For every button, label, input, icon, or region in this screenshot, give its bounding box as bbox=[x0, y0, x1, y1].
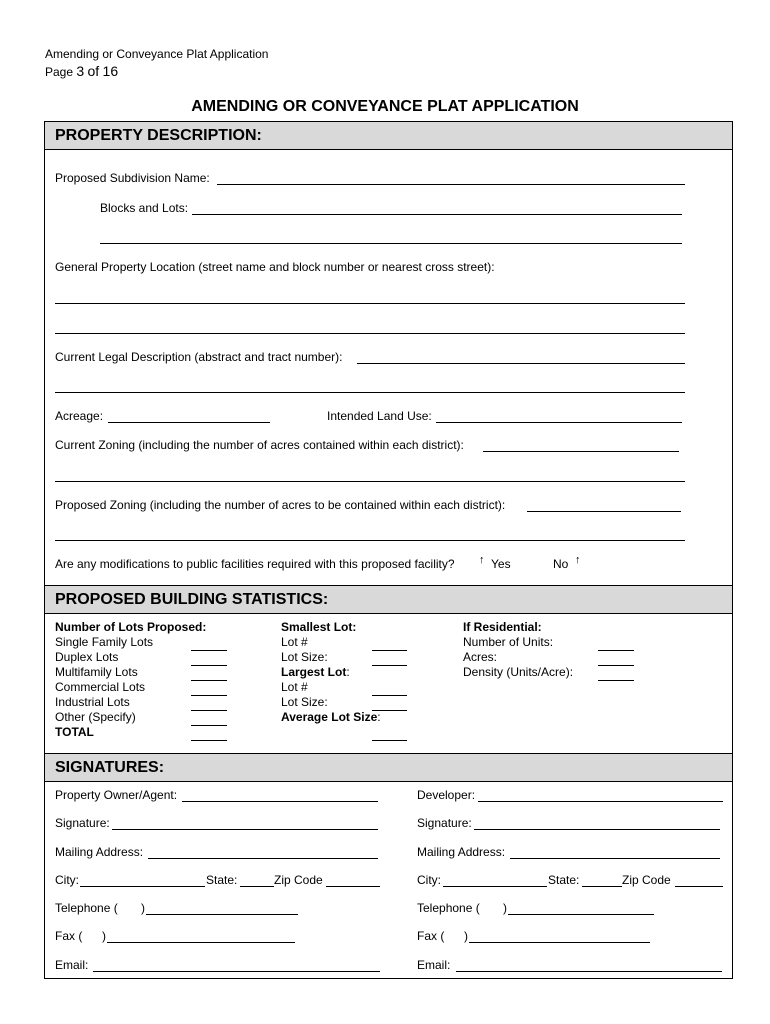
developer-city-field[interactable] bbox=[443, 886, 547, 887]
subdivision-name-field[interactable] bbox=[217, 184, 685, 185]
blocks-lots-label: Blocks and Lots: bbox=[100, 201, 189, 215]
owner-email-label: Email: bbox=[55, 958, 89, 972]
lots-total-label: TOTAL bbox=[55, 725, 94, 739]
number-of-units-field[interactable] bbox=[598, 650, 634, 651]
proposed-zoning-label: Proposed Zoning (including the number of acres to be contained within each district): bbox=[55, 498, 506, 512]
legal-description-field-2[interactable] bbox=[55, 392, 685, 393]
owner-mailing-field[interactable] bbox=[148, 858, 378, 859]
developer-fax-label: Fax ( bbox=[417, 929, 445, 943]
yes-label: Yes bbox=[491, 557, 511, 571]
property-location-label: General Property Location (street name and block number or nearest cross street): bbox=[55, 260, 495, 274]
owner-city-field[interactable] bbox=[80, 886, 205, 887]
commercial-lots-field[interactable] bbox=[191, 695, 227, 696]
largest-lot-number-label: Lot # bbox=[281, 680, 308, 694]
average-lot-heading: Average Lot Size: bbox=[281, 710, 381, 724]
signatures-heading-text: SIGNATURES: bbox=[55, 759, 165, 776]
owner-agent-label: Property Owner/Agent: bbox=[55, 788, 178, 802]
smallest-lot-number-label: Lot # bbox=[281, 635, 308, 649]
owner-fax-paren: ) bbox=[102, 929, 106, 943]
average-lot-heading-text: Average Lot Size bbox=[281, 710, 378, 724]
industrial-lots-field[interactable] bbox=[191, 710, 227, 711]
total-lots-field[interactable] bbox=[191, 740, 227, 741]
owner-telephone-paren: ) bbox=[141, 901, 145, 915]
lots-proposed-heading: Number of Lots Proposed: bbox=[55, 620, 207, 634]
lots-item-single-family: Single Family Lots bbox=[55, 635, 154, 649]
lots-item-commercial: Commercial Lots bbox=[55, 680, 146, 694]
owner-state-field[interactable] bbox=[240, 886, 274, 887]
owner-city-label: City: bbox=[55, 873, 79, 887]
developer-zip-label: Zip Code bbox=[622, 873, 671, 887]
developer-mailing-field[interactable] bbox=[510, 858, 720, 859]
developer-telephone-field[interactable] bbox=[508, 914, 654, 915]
page-number bbox=[45, 63, 118, 79]
owner-zip-label: Zip Code bbox=[274, 873, 323, 887]
multifamily-lots-field[interactable] bbox=[191, 680, 227, 681]
current-zoning-label: Current Zoning (including the number of acres contained within each district): bbox=[55, 438, 464, 452]
owner-zip-field[interactable] bbox=[326, 886, 380, 887]
lots-item-industrial: Industrial Lots bbox=[55, 695, 130, 709]
modifications-question: Are any modifications to public facilities required with this proposed facility? bbox=[55, 557, 455, 571]
smallest-lot-size-label: Lot Size: bbox=[281, 650, 328, 664]
owner-mailing-label: Mailing Address: bbox=[55, 845, 144, 859]
developer-email-label: Email: bbox=[417, 958, 451, 972]
lots-item-multifamily: Multifamily Lots bbox=[55, 665, 138, 679]
density-field[interactable] bbox=[598, 680, 634, 681]
other-lots-field[interactable] bbox=[191, 725, 227, 726]
lots-item-other: Other (Specify) bbox=[55, 710, 136, 724]
lots-item-duplex: Duplex Lots bbox=[55, 650, 119, 664]
residential-heading: If Residential: bbox=[463, 620, 542, 634]
owner-signature-field[interactable] bbox=[112, 829, 378, 830]
average-lot-size-field[interactable] bbox=[372, 740, 407, 741]
number-of-units-label: Number of Units: bbox=[463, 635, 554, 649]
no-label: No bbox=[553, 557, 569, 571]
page-current: 3 bbox=[76, 63, 85, 79]
developer-state-label: State: bbox=[548, 873, 580, 887]
blocks-lots-field[interactable] bbox=[192, 214, 682, 215]
land-use-label: Intended Land Use: bbox=[327, 409, 432, 423]
current-zoning-field[interactable] bbox=[483, 451, 679, 452]
developer-zip-field[interactable] bbox=[675, 886, 723, 887]
single-family-lots-field[interactable] bbox=[191, 650, 227, 651]
developer-field[interactable] bbox=[478, 801, 723, 802]
property-heading-text: PROPERTY DESCRIPTION: bbox=[55, 127, 262, 144]
smallest-lot-heading: Smallest Lot: bbox=[281, 620, 357, 634]
developer-email-field[interactable] bbox=[456, 971, 722, 972]
signatures-section-heading bbox=[45, 753, 732, 782]
density-label: Density (Units/Acre): bbox=[463, 665, 574, 679]
legal-description-field[interactable] bbox=[357, 363, 685, 364]
owner-email-field[interactable] bbox=[93, 971, 380, 972]
acres-label: Acres: bbox=[463, 650, 498, 664]
owner-state-label: State: bbox=[206, 873, 238, 887]
proposed-zoning-field[interactable] bbox=[527, 511, 681, 512]
duplex-lots-field[interactable] bbox=[191, 665, 227, 666]
page-prefix: Page bbox=[45, 65, 74, 79]
page-total: 16 bbox=[102, 63, 119, 79]
page-of: of bbox=[87, 63, 100, 79]
acreage-field[interactable] bbox=[108, 422, 270, 423]
stats-section-heading bbox=[45, 585, 732, 614]
developer-city-label: City: bbox=[417, 873, 441, 887]
owner-fax-label: Fax ( bbox=[55, 929, 83, 943]
largest-lot-size-field[interactable] bbox=[372, 710, 407, 711]
document-header-title: Amending or Conveyance Plat Application bbox=[45, 47, 269, 61]
developer-telephone-paren: ) bbox=[503, 901, 507, 915]
owner-telephone-field[interactable] bbox=[146, 914, 298, 915]
developer-fax-paren: ) bbox=[464, 929, 468, 943]
owner-fax-field[interactable] bbox=[107, 942, 295, 943]
smallest-lot-size-field[interactable] bbox=[372, 665, 407, 666]
subdivision-name-label: Proposed Subdivision Name: bbox=[55, 171, 210, 185]
acres-field[interactable] bbox=[598, 665, 634, 666]
developer-signature-label: Signature: bbox=[417, 816, 472, 830]
stats-heading-text: PROPOSED BUILDING STATISTICS: bbox=[55, 591, 329, 608]
form-box bbox=[44, 121, 733, 979]
current-zoning-field-2[interactable] bbox=[55, 481, 685, 482]
legal-description-label: Current Legal Description (abstract and tract number): bbox=[55, 350, 343, 364]
owner-telephone-label: Telephone ( bbox=[55, 901, 118, 915]
developer-telephone-label: Telephone ( bbox=[417, 901, 480, 915]
largest-lot-size-label: Lot Size: bbox=[281, 695, 328, 709]
owner-signature-label: Signature: bbox=[55, 816, 110, 830]
largest-lot-heading-text: Largest Lot bbox=[281, 665, 347, 679]
developer-mailing-label: Mailing Address: bbox=[417, 845, 506, 859]
page-title: AMENDING OR CONVEYANCE PLAT APPLICATION bbox=[191, 98, 579, 115]
no-checkbox-icon[interactable]: ↑ bbox=[575, 554, 581, 566]
largest-lot-heading: Largest Lot: bbox=[281, 665, 350, 679]
proposed-zoning-field-2[interactable] bbox=[55, 540, 685, 541]
acreage-label: Acreage: bbox=[55, 409, 104, 423]
property-location-field[interactable] bbox=[55, 303, 685, 304]
developer-state-field[interactable] bbox=[582, 886, 622, 887]
yes-checkbox-icon[interactable]: ↑ bbox=[479, 554, 485, 566]
land-use-field[interactable] bbox=[436, 422, 682, 423]
property-location-field-2[interactable] bbox=[55, 333, 685, 334]
property-section-heading bbox=[45, 122, 732, 150]
smallest-lot-number-field[interactable] bbox=[372, 650, 407, 651]
developer-label: Developer: bbox=[417, 788, 476, 802]
largest-lot-number-field[interactable] bbox=[372, 695, 407, 696]
developer-signature-field[interactable] bbox=[474, 829, 720, 830]
owner-agent-field[interactable] bbox=[182, 801, 378, 802]
developer-fax-field[interactable] bbox=[469, 942, 650, 943]
blocks-lots-field-2[interactable] bbox=[100, 243, 682, 244]
